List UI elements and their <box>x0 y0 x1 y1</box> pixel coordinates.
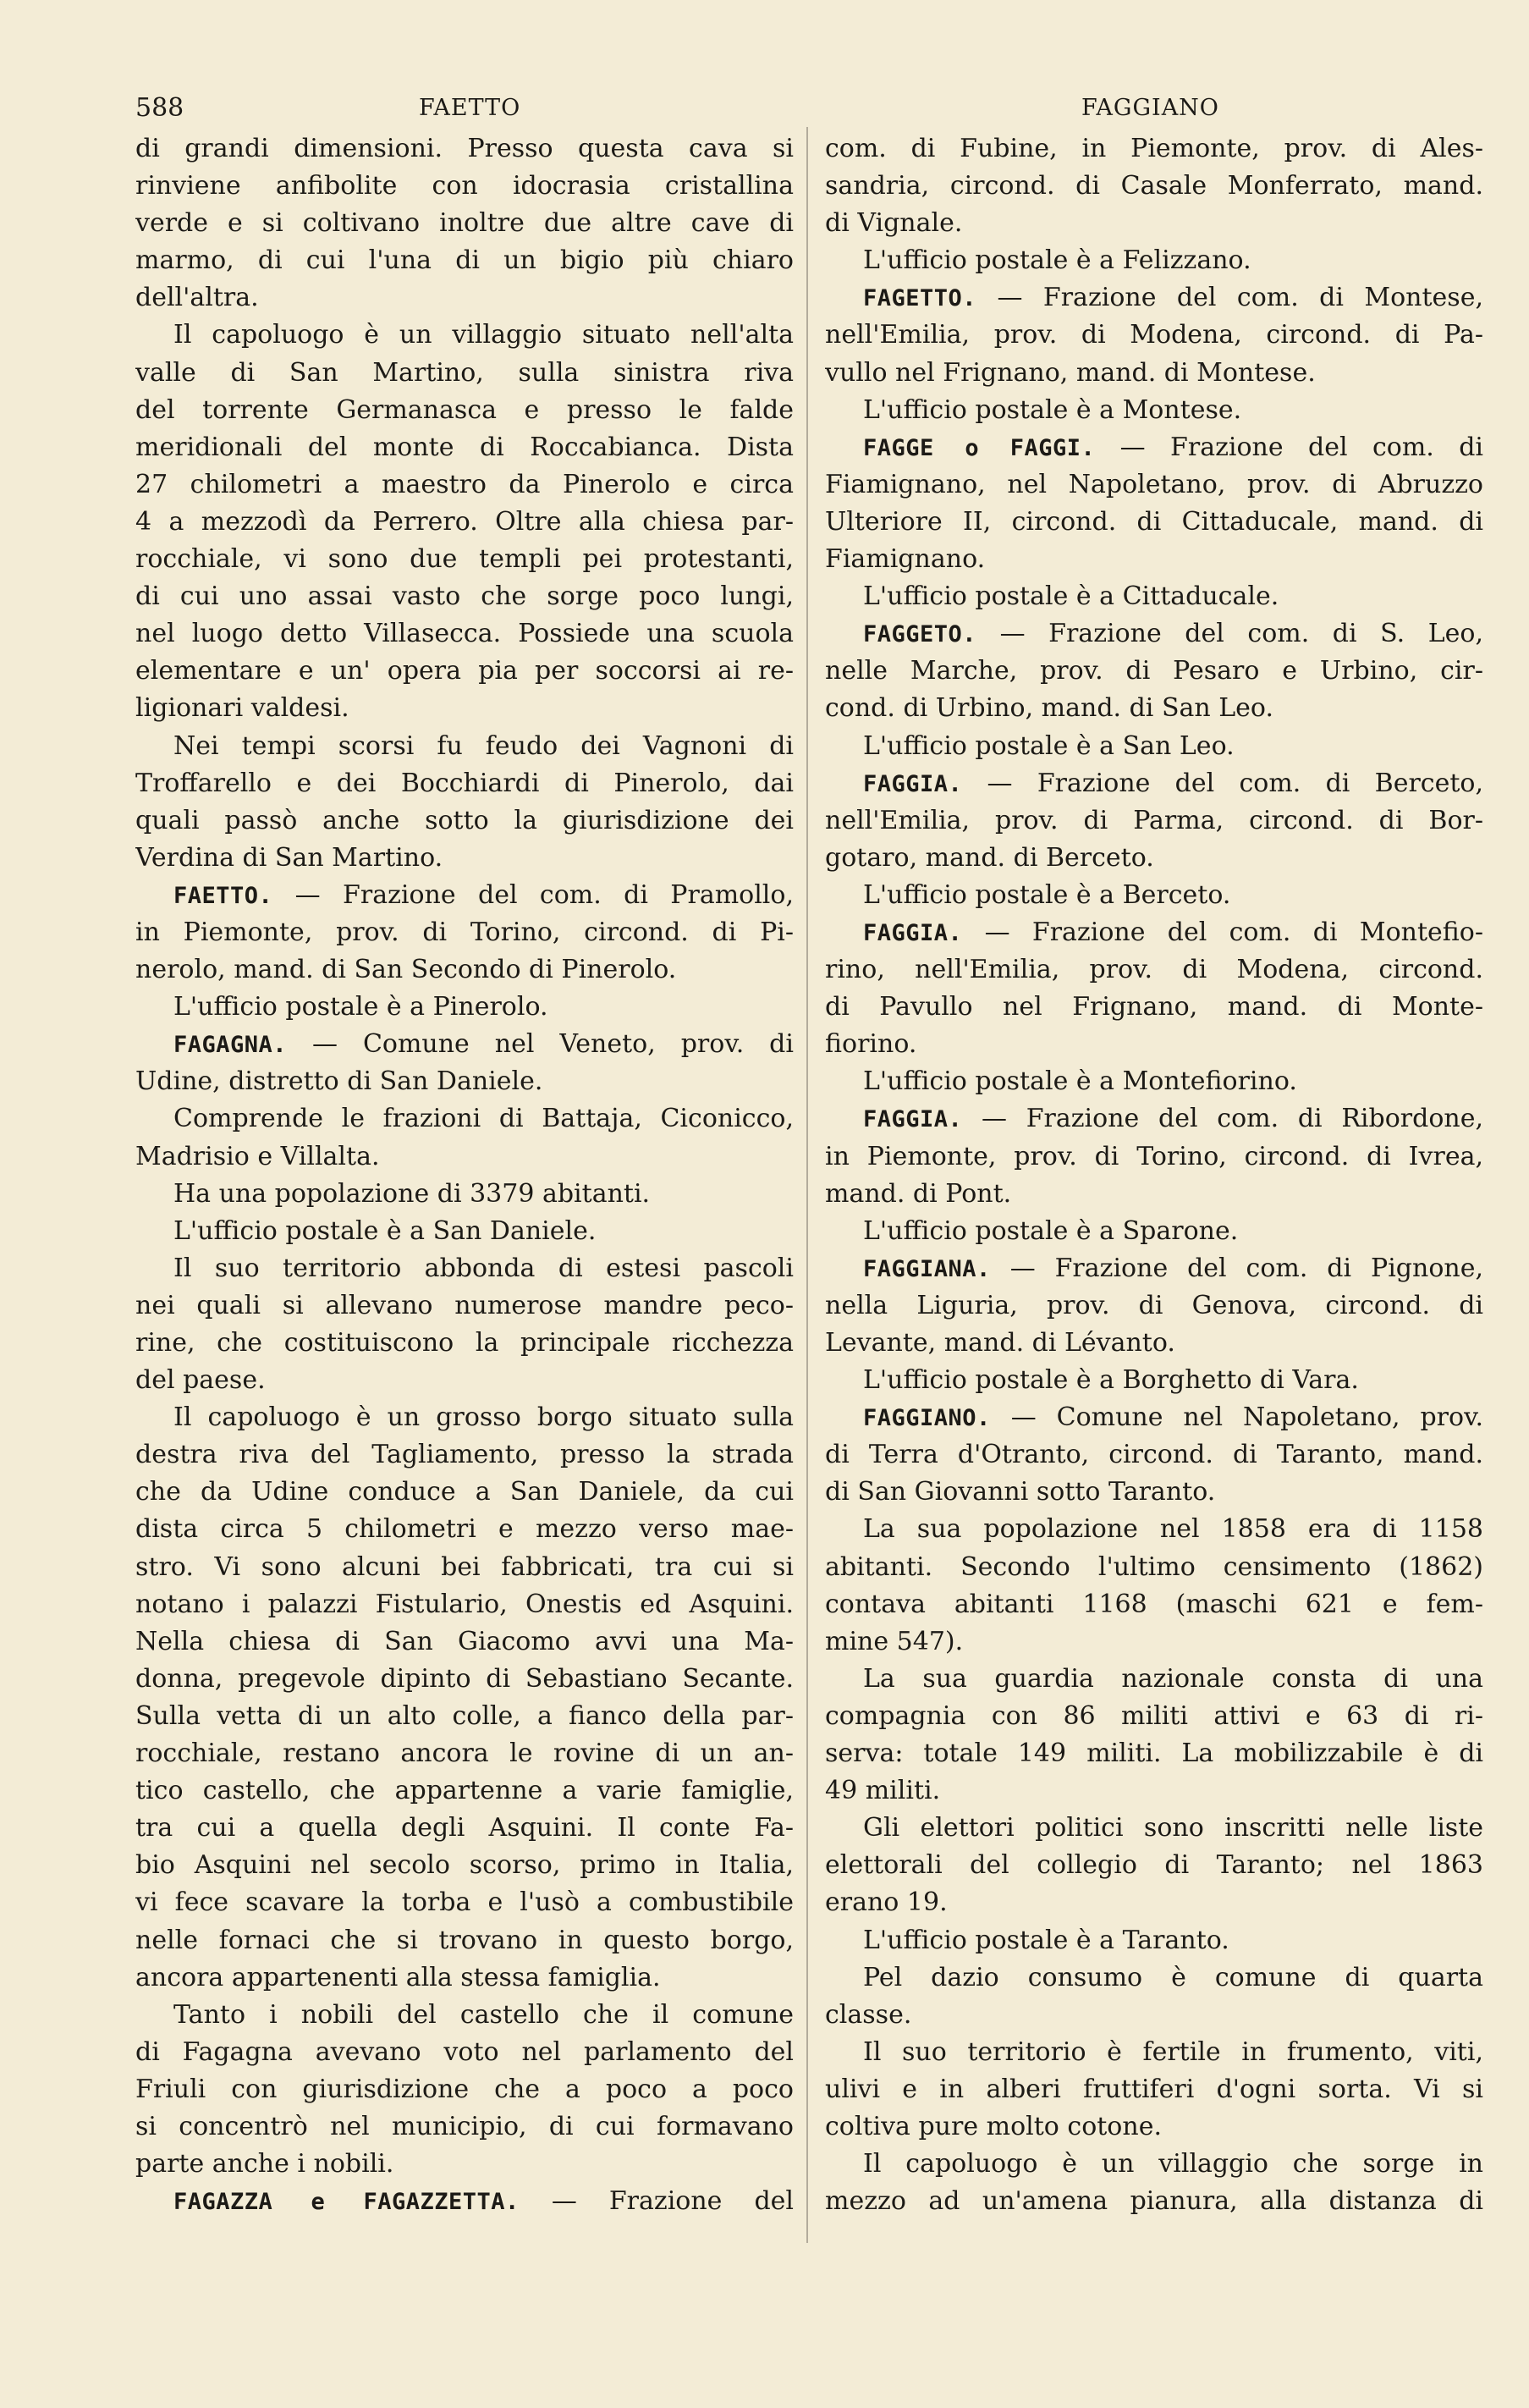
line-text: 49 militi. <box>825 1776 941 1806</box>
line-text: coltiva pure molto cotone. <box>825 2111 1162 2141</box>
line-text: ulivi e in alberi fruttiferi d'ogni sorta. Vi si <box>825 2074 1483 2104</box>
text-line <box>825 914 1483 951</box>
line-text: di Pavullo nel Frignano, mand. di Monte- <box>825 992 1483 1022</box>
line-text: — Frazione del com. di Montefio- <box>962 917 1483 947</box>
text-line <box>135 877 794 914</box>
text-line <box>135 1287 794 1325</box>
line-text: di grandi dimensioni. Presso questa cava si <box>135 134 794 163</box>
line-text: serva: totale 149 militi. La mobilizzabile è di <box>825 1738 1483 1769</box>
text-line <box>135 1735 794 1772</box>
line-text: tico castello, che appartenne a varie famiglie, <box>135 1776 794 1806</box>
text-line <box>135 1063 794 1100</box>
text-line <box>825 1772 1483 1810</box>
line-text: mine 547). <box>825 1626 964 1656</box>
line-text: Fiamignano. <box>825 544 986 575</box>
line-text: si concentrò nel municipio, di cui formavano <box>135 2111 794 2141</box>
text-line <box>825 1997 1483 2034</box>
line-text: Troffarello e dei Bocchiardi di Pinerolo, dai <box>135 768 794 798</box>
line-text: mezzo ad un'amena pianura, alla distanza di <box>825 2186 1483 2217</box>
entry-headword: FAGGIA. <box>863 1106 963 1133</box>
text-line <box>825 504 1483 541</box>
entry-headword: FAGGETO. <box>863 621 977 648</box>
text-line <box>825 1287 1483 1325</box>
line-text: fiorino. <box>825 1029 917 1060</box>
entry-headword: FAGGIA. <box>863 919 963 946</box>
text-line <box>135 130 794 168</box>
line-text: Il suo territorio è fertile in frumento, viti, <box>863 2036 1483 2067</box>
text-line <box>135 914 794 951</box>
text-line <box>135 1325 794 1362</box>
line-text: Gli elettori politici sono inscritti nelle liste <box>863 1813 1483 1843</box>
text-line <box>135 1997 794 2034</box>
line-text: Sulla vetta di un alto colle, a fianco della par- <box>135 1700 794 1731</box>
text-line <box>135 802 794 840</box>
line-text: L'ufficio postale è a San Daniele. <box>173 1215 597 1246</box>
line-text: Il capoluogo è un villaggio che sorge in <box>863 2149 1483 2179</box>
text-line <box>825 1623 1483 1661</box>
text-line <box>825 765 1483 802</box>
line-text: L'ufficio postale è a Montefiorino. <box>863 1066 1297 1097</box>
line-text: mand. di Pont. <box>825 1178 1012 1209</box>
text-line <box>135 1362 794 1399</box>
line-text: compagnia con 86 militi attivi e 63 di ri- <box>825 1700 1483 1731</box>
text-line <box>825 242 1483 279</box>
text-line <box>135 355 794 392</box>
text-line <box>135 1399 794 1436</box>
line-text: — Comune nel Veneto, prov. di <box>287 1029 794 1060</box>
entry-headword: FAGGIA. <box>863 770 963 797</box>
line-text: in Piemonte, prov. di Torino, circond. di Ivrea, <box>825 1141 1483 1171</box>
text-line <box>135 1810 794 1847</box>
line-text: stro. Vi sono alcuni bei fabbricati, tra cui si <box>135 1551 794 1582</box>
text-line <box>825 392 1483 429</box>
text-line <box>825 1549 1483 1586</box>
text-line <box>825 840 1483 877</box>
text-line <box>135 1772 794 1810</box>
page-number: 588 <box>135 93 184 123</box>
line-text: — Frazione del com. di <box>1095 432 1483 462</box>
line-text: elementare e un' opera pia per soccorsi ai re- <box>135 656 794 686</box>
text-line <box>825 355 1483 392</box>
line-text: ancora appartenenti alla stessa famiglia. <box>135 1962 661 1992</box>
text-line <box>825 2034 1483 2071</box>
text-line <box>825 168 1483 205</box>
text-line <box>135 653 794 690</box>
line-text: dell'altra. <box>135 283 259 313</box>
text-line <box>825 1213 1483 1250</box>
text-line <box>825 1959 1483 1997</box>
text-line <box>135 1138 794 1176</box>
line-text: 27 chilometri a maestro da Pinerolo e circa <box>135 469 794 499</box>
text-line <box>135 205 794 242</box>
text-line <box>135 1026 794 1063</box>
text-line <box>135 1698 794 1735</box>
text-line <box>825 1474 1483 1511</box>
text-line <box>135 317 794 354</box>
line-text: di San Giovanni sotto Taranto. <box>825 1477 1216 1507</box>
line-text: tra cui a quella degli Asquini. Il conte Fa- <box>135 1813 794 1843</box>
text-line <box>135 578 794 615</box>
text-line <box>135 1847 794 1884</box>
text-line <box>825 1362 1483 1399</box>
text-line <box>135 168 794 205</box>
line-text: L'ufficio postale è a Berceto. <box>863 879 1231 910</box>
line-text: parte anche i nobili. <box>135 2149 394 2179</box>
line-text: rocchiale, restano ancora le rovine di un an- <box>135 1738 794 1769</box>
text-line <box>135 541 794 578</box>
entry-headword: FAGGIANA. <box>863 1255 991 1282</box>
line-text: rine, che costituiscono la principale ricchezza <box>135 1328 794 1358</box>
line-text: destra riva del Tagliamento, presso la strada <box>135 1440 794 1470</box>
line-text: L'ufficio postale è a Taranto. <box>863 1925 1229 1955</box>
text-line <box>135 1959 794 1997</box>
text-line <box>135 1474 794 1511</box>
line-text: cond. di Urbino, mand. di San Leo. <box>825 693 1273 724</box>
line-text: — Frazione del com. di Berceto, <box>962 768 1483 798</box>
line-text: Udine, distretto di San Daniele. <box>135 1066 543 1097</box>
text-line <box>825 989 1483 1026</box>
line-text: rino, nell'Emilia, prov. di Modena, circond. <box>825 955 1483 985</box>
text-line <box>825 2108 1483 2146</box>
line-text: bio Asquini nel secolo scorso, primo in Italia, <box>135 1850 794 1881</box>
text-line <box>135 1250 794 1287</box>
line-text: erano 19. <box>825 1887 948 1918</box>
line-text: di Fagagna avevano voto nel parlamento del <box>135 2036 794 2067</box>
text-line <box>135 1623 794 1661</box>
line-text: La sua popolazione nel 1858 era di 1158 <box>863 1514 1483 1545</box>
line-text: Pel dazio consumo è comune di quarta <box>863 1962 1483 1992</box>
text-line <box>825 1250 1483 1287</box>
text-line <box>825 2071 1483 2108</box>
running-header <box>135 93 1481 127</box>
text-line <box>135 951 794 989</box>
entry-headword: FAGGIANO. <box>863 1405 991 1432</box>
text-line <box>135 392 794 429</box>
text-line <box>135 765 794 802</box>
right-column <box>825 130 1483 2220</box>
text-line <box>135 615 794 653</box>
line-text: abitanti. Secondo l'ultimo censimento (1862) <box>825 1551 1483 1582</box>
text-line <box>135 2146 794 2183</box>
line-text: L'ufficio postale è a San Leo. <box>863 730 1235 761</box>
text-line <box>135 2183 794 2220</box>
text-line <box>825 690 1483 727</box>
line-text: verde e si coltivano inoltre due altre cave di <box>135 208 794 239</box>
line-text: L'ufficio postale è a Sparone. <box>863 1215 1239 1246</box>
text-line <box>825 2146 1483 2183</box>
line-text: di Terra d'Otranto, circond. di Taranto, mand. <box>825 1440 1483 1470</box>
line-text: Il capoluogo è un villaggio situato nell'alta <box>173 320 794 350</box>
text-line <box>825 1847 1483 1884</box>
line-text: Friuli con giurisdizione che a poco a poco <box>135 2074 794 2104</box>
line-text: Ha una popolazione di 3379 abitanti. <box>173 1178 651 1209</box>
line-text: in Piemonte, prov. di Torino, circond. di Pi- <box>135 917 794 947</box>
entry-headword: FAETTO. <box>173 882 273 909</box>
line-text: notano i palazzi Fistulario, Onestis ed Asquini. <box>135 1589 794 1619</box>
line-text: com. di Fubine, in Piemonte, prov. di Ales- <box>825 134 1483 163</box>
entry-headword: FAGAGNA. <box>173 1032 288 1059</box>
text-line <box>825 1661 1483 1698</box>
line-text: contava abitanti 1168 (maschi 621 e fem- <box>825 1589 1483 1619</box>
line-text: — Comune nel Napoletano, prov. <box>990 1402 1483 1433</box>
text-line <box>825 466 1483 504</box>
line-text: — Frazione del com. di Ribordone, <box>962 1104 1483 1134</box>
line-text: L'ufficio postale è a Borghetto di Vara. <box>863 1365 1359 1396</box>
line-text: donna, pregevole dipinto di Sebastiano Secante. <box>135 1663 794 1694</box>
line-text: Fiamignano, nel Napoletano, prov. di Abruzzo <box>825 469 1483 499</box>
text-line <box>135 1884 794 1921</box>
line-text: del paese. <box>135 1365 266 1396</box>
text-line <box>825 205 1483 242</box>
text-line <box>825 1063 1483 1100</box>
column-divider <box>806 127 808 2243</box>
left-running-head: FAETTO <box>419 95 521 121</box>
text-line <box>825 1436 1483 1474</box>
line-text: nerolo, mand. di San Secondo di Pinerolo. <box>135 955 677 985</box>
line-text: Comprende le frazioni di Battaja, Ciconicco, <box>173 1104 794 1134</box>
line-text: nelle fornaci che si trovano in questo borgo, <box>135 1925 794 1955</box>
line-text: nel luogo detto Villasecca. Possiede una scuola <box>135 619 794 649</box>
line-text: Nella chiesa di San Giacomo avvi una Ma- <box>135 1626 794 1656</box>
text-line <box>135 1922 794 1959</box>
text-line <box>135 242 794 279</box>
text-line <box>825 1586 1483 1623</box>
line-text: — Frazione del com. di Pramollo, <box>272 879 794 910</box>
line-text: ligionari valdesi. <box>135 693 349 724</box>
text-line <box>825 1698 1483 1735</box>
line-text: Madrisio e Villalta. <box>135 1141 380 1171</box>
line-text: che da Udine conduce a San Daniele, da cui <box>135 1477 794 1507</box>
line-text: Levante, mand. di Lévanto. <box>825 1328 1175 1358</box>
line-text: rinviene anfibolite con idocrasia cristallina <box>135 171 794 201</box>
text-line <box>825 877 1483 914</box>
text-line <box>825 951 1483 989</box>
line-text: del torrente Germanasca e presso le falde <box>135 394 794 425</box>
text-line <box>825 1325 1483 1362</box>
text-line <box>135 728 794 765</box>
text-line <box>825 2183 1483 2220</box>
text-line <box>825 1100 1483 1138</box>
text-line <box>825 653 1483 690</box>
line-text: vullo nel Frignano, mand. di Montese. <box>825 357 1316 388</box>
line-text: rocchiale, vi sono due templi pei protestanti, <box>135 544 794 575</box>
text-line <box>135 279 794 317</box>
line-text: dista circa 5 chilometri e mezzo verso mae- <box>135 1514 794 1545</box>
line-text: nella Liguria, prov. di Genova, circond. di <box>825 1290 1483 1320</box>
text-line <box>825 429 1483 466</box>
text-line <box>825 578 1483 615</box>
line-text: nell'Emilia, prov. di Parma, circond. di Bor- <box>825 805 1483 835</box>
right-running-head: FAGGIANO <box>1081 95 1219 121</box>
line-text: meridionali del monte di Roccabianca. Dista <box>135 432 794 462</box>
text-line <box>135 504 794 541</box>
text-line <box>135 1661 794 1698</box>
line-text: Il capoluogo è un grosso borgo situato sulla <box>173 1402 794 1433</box>
text-line <box>825 1176 1483 1213</box>
line-text: valle di San Martino, sulla sinistra riva <box>135 357 794 388</box>
text-line <box>135 2108 794 2146</box>
line-text: — Frazione del <box>519 2186 794 2217</box>
text-line <box>135 1511 794 1548</box>
line-text: sandria, circond. di Casale Monferrato, mand. <box>825 171 1483 201</box>
text-line <box>135 690 794 727</box>
text-line <box>825 1735 1483 1772</box>
line-text: Il suo territorio abbonda di estesi pascoli <box>173 1253 794 1283</box>
text-line <box>825 541 1483 578</box>
line-text: Nei tempi scorsi fu feudo dei Vagnoni di <box>173 730 794 761</box>
line-text: La sua guardia nazionale consta di una <box>863 1663 1483 1694</box>
line-text: nelle Marche, prov. di Pesaro e Urbino, cir- <box>825 656 1483 686</box>
line-text: — Frazione del com. di Montese, <box>976 283 1483 313</box>
text-line <box>825 317 1483 354</box>
text-line <box>135 1176 794 1213</box>
line-text: di cui uno assai vasto che sorge poco lungi, <box>135 581 794 612</box>
line-text: L'ufficio postale è a Cittaducale. <box>863 581 1279 612</box>
line-text: quali passò anche sotto la giurisdizione dei <box>135 805 794 835</box>
text-line <box>825 1810 1483 1847</box>
left-column <box>135 130 794 2220</box>
text-line <box>135 2034 794 2071</box>
text-line <box>135 1100 794 1138</box>
line-text: — Frazione del com. di S. Leo, <box>976 619 1483 649</box>
line-text: elettorali del collegio di Taranto; nel 1863 <box>825 1850 1483 1881</box>
line-text: Tanto i nobili del castello che il comune <box>173 1999 794 2030</box>
line-text: nei quali si allevano numerose mandre peco- <box>135 1290 794 1320</box>
line-text: L'ufficio postale è a Montese. <box>863 394 1242 425</box>
line-text: marmo, di cui l'una di un bigio più chiaro <box>135 245 794 276</box>
text-line <box>135 429 794 466</box>
text-line <box>135 1549 794 1586</box>
line-text: L'ufficio postale è a Felizzano. <box>863 245 1251 276</box>
text-line <box>825 130 1483 168</box>
text-line <box>825 1511 1483 1548</box>
line-text: 4 a mezzodì da Perrero. Oltre alla chiesa par- <box>135 506 794 537</box>
text-line <box>135 2071 794 2108</box>
text-line <box>135 1213 794 1250</box>
text-line <box>825 802 1483 840</box>
line-text: di Vignale. <box>825 208 963 239</box>
line-text: vi fece scavare la torba e l'usò a combustibile <box>135 1887 794 1918</box>
text-line <box>135 989 794 1026</box>
text-line <box>135 1586 794 1623</box>
line-text: Ulteriore II, circond. di Cittaducale, mand. di <box>825 506 1483 537</box>
entry-headword: FAGETTO. <box>863 285 977 312</box>
line-text: L'ufficio postale è a Pinerolo. <box>173 992 548 1022</box>
text-line <box>135 840 794 877</box>
text-line <box>825 1138 1483 1176</box>
text-line <box>135 1436 794 1474</box>
entry-headword: FAGGE o FAGGI. <box>863 434 1096 461</box>
line-text: nell'Emilia, prov. di Modena, circond. di Pa- <box>825 320 1483 350</box>
text-line <box>135 466 794 504</box>
entry-headword: FAGAZZA e FAGAZZETTA. <box>173 2189 520 2216</box>
text-line <box>825 279 1483 317</box>
text-line <box>825 615 1483 653</box>
line-text: — Frazione del com. di Pignone, <box>990 1253 1483 1283</box>
line-text: Verdina di San Martino. <box>135 842 443 873</box>
text-line <box>825 1399 1483 1436</box>
text-line <box>825 1026 1483 1063</box>
line-text: classe. <box>825 1999 912 2030</box>
text-line <box>825 1922 1483 1959</box>
text-line <box>825 728 1483 765</box>
line-text: gotaro, mand. di Berceto. <box>825 842 1154 873</box>
text-line <box>825 1884 1483 1921</box>
